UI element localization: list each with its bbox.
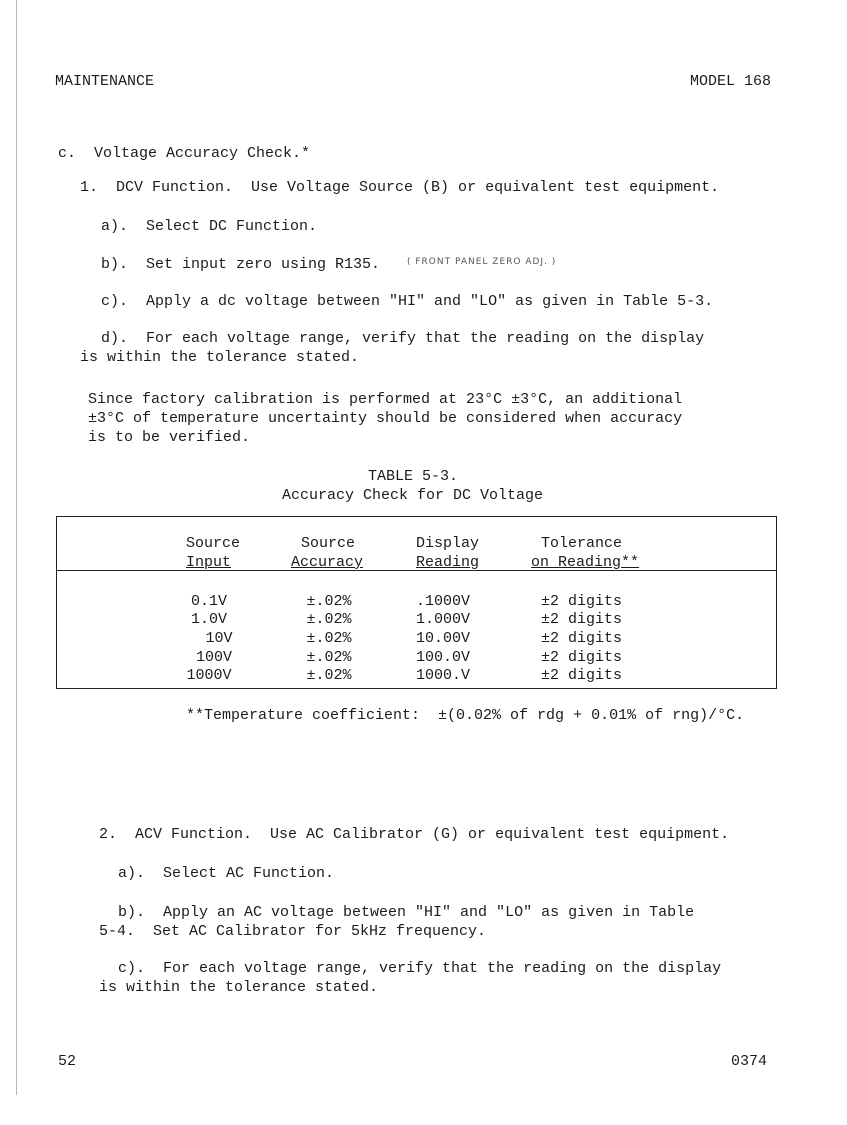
page-number: 52 <box>58 1053 77 1070</box>
cell-tolerance: ±2 digits <box>541 630 623 647</box>
handwritten-note: ( FRONT PANEL ZERO ADJ. ) <box>407 257 557 267</box>
cell-display-reading: 100.0V <box>416 649 471 666</box>
dcv-step-d-line2: is within the tolerance stated. <box>80 349 360 366</box>
cell-source-input: 100V <box>195 649 232 666</box>
cell-source-input: 1000V <box>186 667 232 684</box>
section-title: c. Voltage Accuracy Check.* <box>58 145 311 162</box>
cell-source-input: 10V <box>205 630 233 647</box>
dcv-step-a: a). Select DC Function. <box>101 218 318 235</box>
col-header-display-reading-top: Display <box>416 535 480 552</box>
dcv-step-b: b). Set input zero using R135. <box>101 256 381 273</box>
acv-step-b-line2: 5-4. Set AC Calibrator for 5kHz frequency. <box>99 923 487 940</box>
cell-tolerance: ±2 digits <box>541 611 623 628</box>
dcv-step-c: c). Apply a dc voltage between "HI" and "LO" as given in Table 5-3. <box>101 293 714 310</box>
cell-display-reading: 1.000V <box>416 611 471 628</box>
note-line-3: is to be verified. <box>88 429 251 446</box>
document-code: 0374 <box>731 1053 768 1070</box>
acv-step-b-line1: b). Apply an AC voltage between "HI" and "LO" as given in Table <box>118 904 695 921</box>
col-header-source-accuracy-bottom: Accuracy <box>291 554 364 571</box>
cell-source-input: 0.1V <box>190 593 227 610</box>
header-section-label: MAINTENANCE <box>55 73 155 90</box>
acv-step-c-line1: c). For each voltage range, verify that the reading on the display <box>118 960 722 977</box>
col-header-tolerance-bottom: on Reading** <box>531 554 640 571</box>
col-header-tolerance-top: Tolerance <box>541 535 623 552</box>
note-line-1: Since factory calibration is performed at 23°C ±3°C, an additional <box>88 391 683 408</box>
cell-source-accuracy: ±.02% <box>306 593 352 610</box>
acv-step-a: a). Select AC Function. <box>118 865 335 882</box>
cell-source-accuracy: ±.02% <box>306 611 352 628</box>
cell-source-accuracy: ±.02% <box>306 667 352 684</box>
table-number: TABLE 5-3. <box>368 468 459 485</box>
col-header-source-input-top: Source <box>186 535 241 552</box>
cell-source-accuracy: ±.02% <box>306 649 352 666</box>
acv-step-c-line2: is within the tolerance stated. <box>99 979 379 996</box>
col-header-source-accuracy-top: Source <box>301 535 356 552</box>
table-caption: Accuracy Check for DC Voltage <box>282 487 544 504</box>
cell-source-accuracy: ±.02% <box>306 630 352 647</box>
page-left-edge <box>16 0 17 1095</box>
header-model-label: MODEL 168 <box>690 73 772 90</box>
cell-display-reading: 10.00V <box>416 630 471 647</box>
dcv-heading: 1. DCV Function. Use Voltage Source (B) or equivalent test equipment. <box>80 179 720 196</box>
cell-source-input: 1.0V <box>190 611 227 628</box>
cell-tolerance: ±2 digits <box>541 649 623 666</box>
note-line-2: ±3°C of temperature uncertainty should be considered when accuracy <box>88 410 683 427</box>
col-header-display-reading-bottom: Reading <box>416 554 480 571</box>
col-header-source-input-bottom: Input <box>186 554 232 571</box>
cell-display-reading: .1000V <box>416 593 471 610</box>
cell-tolerance: ±2 digits <box>541 593 623 610</box>
acv-heading: 2. ACV Function. Use AC Calibrator (G) or equivalent test equipment. <box>99 826 730 843</box>
dcv-step-d-line1: d). For each voltage range, verify that the reading on the display <box>101 330 705 347</box>
cell-display-reading: 1000.V <box>416 667 471 684</box>
table-footnote: **Temperature coefficient: ±(0.02% of rdg + 0.01% of rng)/°C. <box>186 707 745 724</box>
cell-tolerance: ±2 digits <box>541 667 623 684</box>
